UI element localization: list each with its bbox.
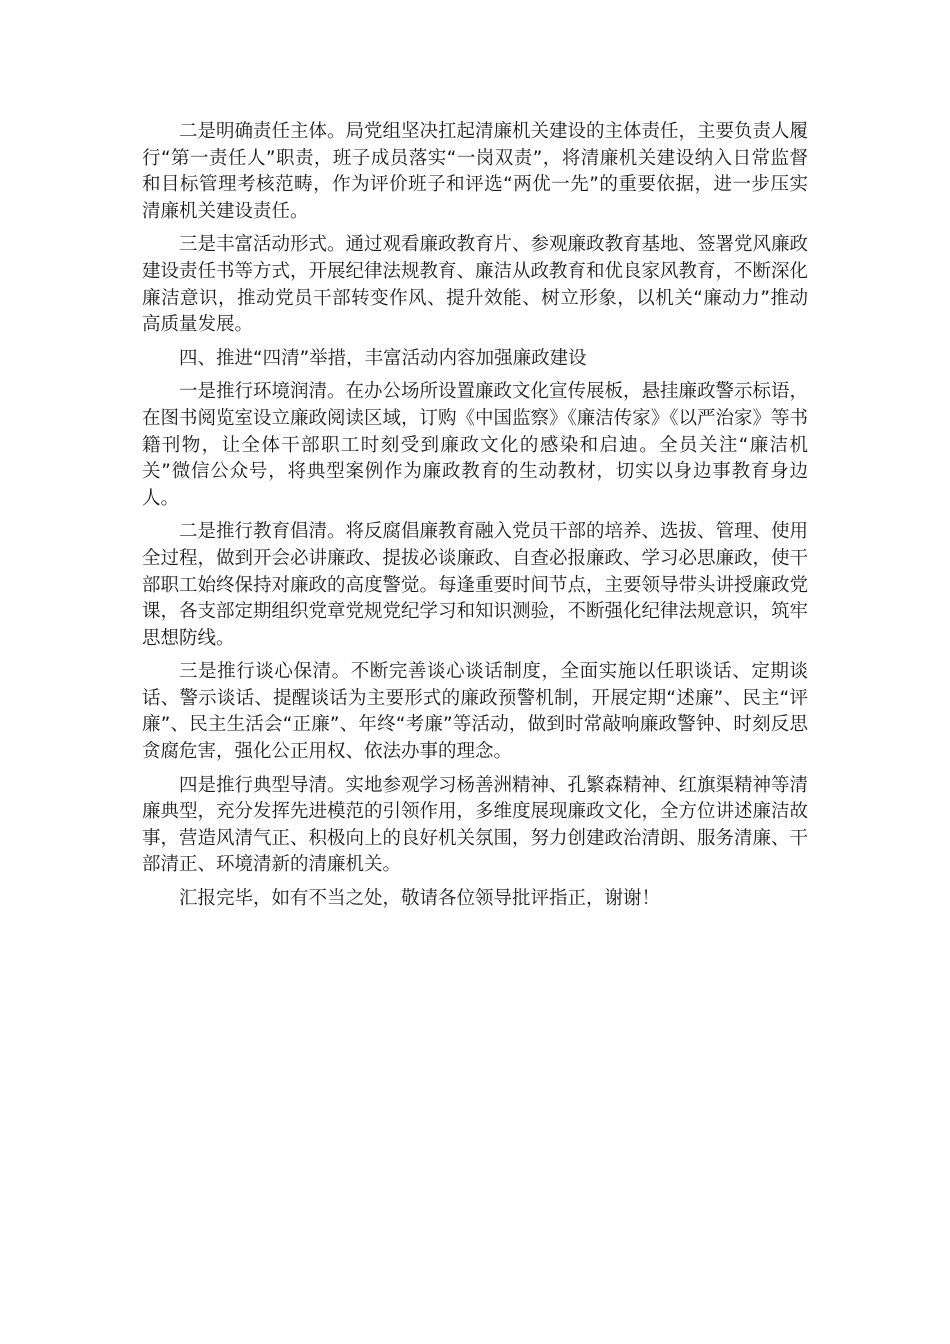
paragraph-education: 二是推行教育倡清。将反腐倡廉教育融入党员干部的培养、选拔、管理、使用全过程，做到开会必讲廉政、提拔必谈廉政、自查必报廉政、学习必思廉政，使干部职工始终保持对廉政的高度警觉。每逢重要时间节点，主要领导带头讲授廉政党课，各支部定期组织党章党规党纪学习和知识测验，不断强化纪律法规意识，筑牢思想防线。	[142, 521, 809, 649]
paragraph-activities: 三是丰富活动形式。通过观看廉政教育片、参观廉政教育基地、签署党风廉政建设责任书等方式，开展纪律法规教育、廉洁从政教育和优良家风教育，不断深化廉洁意识，推动党员干部转变作风、提升效能、树立形象，以机关“廉动力”推动高质量发展。	[142, 234, 809, 336]
paragraph-environment: 一是推行环境润清。在办公场所设置廉政文化宣传展板，悬挂廉政警示标语，在图书阅览室设立廉政阅读区域，订购《中国监察》《廉洁传家》《以严治家》等书籍刊物，让全体干部职工时刻受到廉政文化的感染和启迪。全员关注“廉洁机关”微信公众号，将典型案例作为廉政教育的生动教材，切实以身边事教育身边人。	[142, 381, 809, 509]
paragraph-talks: 三是推行谈心保清。不断完善谈心谈话制度，全面实施以任职谈话、定期谈话、警示谈话、提醒谈话为主要形式的廉政预警机制，开展定期“述廉”、民主“评廉”、民主生活会“正廉”、年终“考廉”等活动，做到时常敲响廉政警钟、时刻反思贪腐危害，强化公正用权、依法办事的理念。	[142, 661, 808, 763]
document-body	[142, 119, 808, 920]
section-heading-four-clear: 四、推进“四清”举措，丰富活动内容加强廉政建设	[179, 347, 587, 369]
paragraph-closing: 汇报完毕，如有不当之处，敬请各位领导批评指正，谢谢！	[179, 888, 661, 910]
paragraph-responsibility: 二是明确责任主体。局党组坚决扛起清廉机关建设的主体责任，主要负责人履行“第一责任人”职责，班子成员落实“一岗双责”，将清廉机关建设纳入日常监督和目标管理考核范畴，作为评价班子和评选“两优一先”的重要依据，进一步压实清廉机关建设责任。	[142, 121, 809, 222]
paragraph-role-models: 四是推行典型导清。实地参观学习杨善洲精神、孔繁森精神、红旗渠精神等清廉典型，充分发挥先进模范的引领作用，多维度展现廉政文化，全方位讲述廉洁故事，营造风清气正、积极向上的良好机关氛围，努力创建政治清朗、服务清廉、干部清正、环境清新的清廉机关。	[142, 774, 809, 876]
